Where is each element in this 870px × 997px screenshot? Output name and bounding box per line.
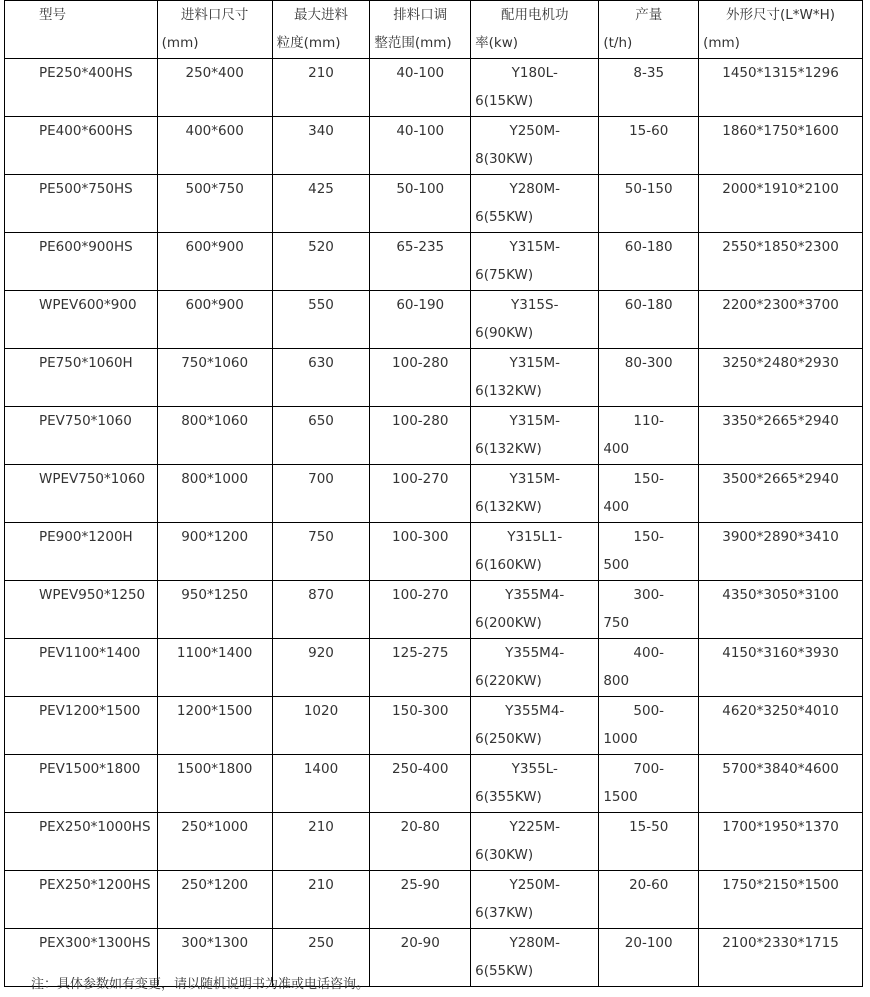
- cell-discharge-text: 100-300: [392, 529, 449, 545]
- cell-capacity-line1: 60-180: [624, 297, 673, 313]
- cell-feed-opening: [157, 175, 272, 233]
- cell-motor-power: [471, 871, 599, 929]
- cell-motor-line1: Y355M4-: [505, 703, 565, 719]
- cell-dimensions: [699, 465, 863, 523]
- cell-capacity-line1: 60-180: [624, 239, 673, 255]
- cell-dimensions-text: 3500*2665*2940: [722, 471, 839, 487]
- cell-discharge-range: [370, 349, 471, 407]
- cell-capacity-line1: 20-60: [629, 877, 669, 893]
- cell-dimensions-text: 2100*2330*1715: [722, 935, 839, 951]
- header-capacity: 产量 (t/h): [599, 1, 699, 59]
- cell-feed-text: 600*900: [185, 239, 244, 255]
- cell-motor-power: [471, 233, 599, 291]
- cell-discharge-text: 40-100: [396, 65, 445, 81]
- cell-dimensions-text: 1860*1750*1600: [722, 123, 839, 139]
- cell-model: [5, 117, 158, 175]
- cell-capacity-line1: 15-50: [629, 819, 669, 835]
- cell-model: [5, 291, 158, 349]
- cell-model: [5, 755, 158, 813]
- cell-capacity: [599, 117, 699, 175]
- cell-discharge-range: [370, 929, 471, 987]
- cell-feed-text: 1200*1500: [176, 703, 253, 719]
- cell-feed-text: 250*1200: [181, 877, 249, 893]
- cell-capacity-line1: 500-: [633, 703, 665, 719]
- cell-max-feed: [272, 233, 370, 291]
- cell-model: [5, 813, 158, 871]
- cell-capacity-line2: 800: [603, 673, 630, 689]
- cell-motor-line1: Y315S-: [510, 297, 559, 313]
- header-motor-power: 配用电机功 率(kw): [471, 1, 599, 59]
- cell-max-feed-text: 920: [308, 645, 334, 661]
- cell-dimensions-text: 4150*3160*3930: [722, 645, 839, 661]
- cell-feed-text: 600*900: [185, 297, 244, 313]
- cell-motor-line1: Y180L-: [511, 65, 558, 81]
- cell-feed-opening: [157, 233, 272, 291]
- cell-feed-opening: [157, 465, 272, 523]
- cell-feed-opening: [157, 523, 272, 581]
- cell-capacity: [599, 871, 699, 929]
- footnote: 注：具体参数如有变更，请以随机说明书为准或电话咨询。: [31, 977, 370, 992]
- table-row: [5, 523, 863, 581]
- cell-dimensions: [699, 639, 863, 697]
- cell-capacity: [599, 233, 699, 291]
- cell-max-feed: [272, 755, 370, 813]
- cell-model-text: WPEV950*1250: [39, 587, 146, 603]
- cell-motor-line2: 6(15KW): [475, 93, 534, 109]
- cell-feed-text: 250*400: [185, 65, 244, 81]
- table-row: [5, 233, 863, 291]
- cell-motor-line2: 6(132KW): [475, 499, 542, 515]
- cell-dimensions-text: 5700*3840*4600: [722, 761, 839, 777]
- cell-capacity-line2: 1500: [603, 789, 638, 805]
- cell-max-feed-text: 650: [308, 413, 334, 429]
- cell-capacity-line1: 8-35: [633, 65, 665, 81]
- cell-discharge-range: [370, 581, 471, 639]
- cell-motor-line2: 6(200KW): [475, 615, 542, 631]
- cell-capacity: [599, 523, 699, 581]
- cell-dimensions: [699, 813, 863, 871]
- cell-model-text: PE400*600HS: [39, 123, 133, 139]
- cell-motor-power: [471, 59, 599, 117]
- cell-dimensions-text: 1450*1315*1296: [722, 65, 839, 81]
- cell-max-feed: [272, 117, 370, 175]
- cell-motor-power: [471, 465, 599, 523]
- table-header: [5, 1, 863, 59]
- cell-max-feed: [272, 639, 370, 697]
- cell-capacity: [599, 581, 699, 639]
- cell-motor-line2: 6(55KW): [475, 963, 534, 979]
- cell-capacity-line2: 500: [603, 557, 630, 573]
- cell-capacity-line1: 110-: [633, 413, 665, 429]
- cell-discharge-range: [370, 117, 471, 175]
- cell-dimensions: [699, 349, 863, 407]
- header-row: [5, 1, 863, 59]
- cell-dimensions: [699, 871, 863, 929]
- cell-motor-power: [471, 755, 599, 813]
- table-row: [5, 349, 863, 407]
- cell-discharge-text: 40-100: [396, 123, 445, 139]
- cell-model: [5, 697, 158, 755]
- cell-max-feed-text: 210: [308, 877, 334, 893]
- cell-feed-opening: [157, 639, 272, 697]
- cell-capacity-line1: 20-100: [624, 935, 673, 951]
- cell-motor-line2: 6(250KW): [475, 731, 542, 747]
- cell-dimensions-text: 3900*2890*3410: [722, 529, 839, 545]
- cell-discharge-range: [370, 175, 471, 233]
- cell-dimensions: [699, 581, 863, 639]
- header-dimensions: 外形尺寸(L*W*H) (mm): [699, 1, 863, 59]
- cell-discharge-text: 60-190: [396, 297, 445, 313]
- cell-motor-power: [471, 407, 599, 465]
- cell-feed-opening: [157, 581, 272, 639]
- cell-motor-power: [471, 581, 599, 639]
- cell-capacity-line1: 300-: [633, 587, 665, 603]
- cell-feed-text: 950*1250: [181, 587, 249, 603]
- table-row: [5, 581, 863, 639]
- cell-motor-line1: Y250M-: [509, 123, 560, 139]
- cell-motor-power: [471, 175, 599, 233]
- header-max-feed: 最大进料 粒度(mm): [272, 1, 370, 59]
- table-row: [5, 871, 863, 929]
- cell-motor-line1: Y225M-: [509, 819, 560, 835]
- cell-discharge-range: [370, 233, 471, 291]
- cell-max-feed-text: 700: [308, 471, 334, 487]
- cell-max-feed: [272, 523, 370, 581]
- cell-motor-line1: Y315L1-: [507, 529, 563, 545]
- cell-motor-line2: 6(37KW): [475, 905, 534, 921]
- cell-max-feed-text: 210: [308, 819, 334, 835]
- cell-model: [5, 349, 158, 407]
- cell-model-text: PEV750*1060: [39, 413, 132, 429]
- cell-feed-text: 250*1000: [181, 819, 249, 835]
- cell-max-feed: [272, 581, 370, 639]
- cell-motor-line1: Y250M-: [509, 877, 560, 893]
- cell-motor-power: [471, 291, 599, 349]
- cell-model: [5, 523, 158, 581]
- cell-dimensions: [699, 523, 863, 581]
- cell-motor-line2: 6(90KW): [475, 325, 534, 341]
- cell-discharge-text: 65-235: [396, 239, 445, 255]
- cell-max-feed: [272, 465, 370, 523]
- spec-table: [4, 0, 863, 987]
- cell-discharge-range: [370, 291, 471, 349]
- cell-feed-text: 1100*1400: [176, 645, 253, 661]
- table-row: [5, 813, 863, 871]
- cell-dimensions: [699, 407, 863, 465]
- cell-discharge-text: 100-270: [392, 587, 449, 603]
- cell-model-text: WPEV750*1060: [39, 471, 146, 487]
- cell-capacity: [599, 755, 699, 813]
- table-row: [5, 175, 863, 233]
- cell-max-feed-text: 630: [308, 355, 334, 371]
- cell-discharge-range: [370, 407, 471, 465]
- cell-max-feed-text: 520: [308, 239, 334, 255]
- cell-feed-opening: [157, 349, 272, 407]
- cell-capacity: [599, 175, 699, 233]
- cell-motor-line2: 6(132KW): [475, 383, 542, 399]
- cell-dimensions: [699, 929, 863, 987]
- cell-motor-line1: Y280M-: [509, 181, 560, 197]
- cell-model-text: PE600*900HS: [39, 239, 133, 255]
- table-row: [5, 117, 863, 175]
- cell-discharge-text: 125-275: [392, 645, 449, 661]
- cell-motor-line2: 6(355KW): [475, 789, 542, 805]
- table-row: [5, 465, 863, 523]
- cell-motor-power: [471, 523, 599, 581]
- cell-dimensions: [699, 697, 863, 755]
- cell-model: [5, 581, 158, 639]
- cell-motor-line2: 6(55KW): [475, 209, 534, 225]
- cell-max-feed: [272, 407, 370, 465]
- cell-capacity: [599, 407, 699, 465]
- cell-discharge-text: 20-80: [400, 819, 440, 835]
- cell-motor-power: [471, 929, 599, 987]
- cell-model: [5, 465, 158, 523]
- cell-feed-text: 400*600: [185, 123, 244, 139]
- cell-feed-opening: [157, 59, 272, 117]
- table-row: [5, 639, 863, 697]
- cell-dimensions: [699, 59, 863, 117]
- cell-capacity-line1: 50-150: [624, 181, 673, 197]
- cell-capacity: [599, 291, 699, 349]
- cell-dimensions-text: 4620*3250*4010: [722, 703, 839, 719]
- cell-max-feed: [272, 697, 370, 755]
- cell-capacity-line2: 1000: [603, 731, 638, 747]
- cell-motor-power: [471, 349, 599, 407]
- cell-model-text: PEX250*1200HS: [39, 877, 151, 893]
- cell-max-feed-text: 1020: [303, 703, 339, 719]
- cell-max-feed-text: 1400: [303, 761, 339, 777]
- header-feed-opening: 进料口尺寸 (mm): [157, 1, 272, 59]
- cell-feed-opening: [157, 871, 272, 929]
- cell-motor-line1: Y315M-: [509, 413, 560, 429]
- cell-model-text: PE750*1060H: [39, 355, 133, 371]
- cell-discharge-range: [370, 523, 471, 581]
- cell-motor-line1: Y355M4-: [505, 587, 565, 603]
- cell-max-feed: [272, 291, 370, 349]
- table-row: [5, 755, 863, 813]
- cell-max-feed: [272, 175, 370, 233]
- table-row: [5, 697, 863, 755]
- cell-motor-line1: Y315M-: [509, 355, 560, 371]
- header-discharge-range: 排料口调 整范围(mm): [370, 1, 471, 59]
- cell-capacity: [599, 349, 699, 407]
- cell-motor-line1: Y280M-: [509, 935, 560, 951]
- cell-feed-text: 800*1000: [181, 471, 249, 487]
- cell-dimensions: [699, 175, 863, 233]
- cell-capacity-line2: 400: [603, 441, 630, 457]
- cell-model-text: PEV1100*1400: [39, 645, 141, 661]
- cell-discharge-text: 20-90: [400, 935, 440, 951]
- cell-capacity-line1: 150-: [633, 471, 665, 487]
- cell-dimensions-text: 3350*2665*2940: [722, 413, 839, 429]
- cell-feed-opening: [157, 755, 272, 813]
- cell-dimensions-text: 2550*1850*2300: [722, 239, 839, 255]
- cell-motor-line2: 6(75KW): [475, 267, 534, 283]
- cell-model: [5, 175, 158, 233]
- cell-model-text: PE250*400HS: [39, 65, 133, 81]
- cell-model-text: PEV1500*1800: [39, 761, 141, 777]
- cell-discharge-range: [370, 813, 471, 871]
- cell-discharge-text: 150-300: [392, 703, 449, 719]
- cell-motor-line2: 6(30KW): [475, 847, 534, 863]
- cell-feed-text: 500*750: [185, 181, 244, 197]
- cell-feed-opening: [157, 407, 272, 465]
- cell-capacity-line1: 15-60: [629, 123, 669, 139]
- cell-dimensions: [699, 755, 863, 813]
- cell-model: [5, 407, 158, 465]
- cell-feed-text: 800*1060: [181, 413, 249, 429]
- header-model: 型号: [5, 1, 158, 59]
- cell-max-feed-text: 870: [308, 587, 334, 603]
- cell-feed-text: 1500*1800: [176, 761, 253, 777]
- cell-capacity-line1: 150-: [633, 529, 665, 545]
- cell-max-feed-text: 425: [308, 181, 334, 197]
- cell-dimensions-text: 1750*2150*1500: [722, 877, 839, 893]
- cell-max-feed-text: 250: [308, 935, 334, 951]
- cell-discharge-text: 100-280: [392, 413, 449, 429]
- cell-motor-line2: 6(160KW): [475, 557, 542, 573]
- cell-discharge-range: [370, 639, 471, 697]
- cell-dimensions: [699, 233, 863, 291]
- cell-discharge-range: [370, 59, 471, 117]
- cell-max-feed: [272, 59, 370, 117]
- cell-motor-line1: Y355M4-: [505, 645, 565, 661]
- cell-discharge-text: 100-280: [392, 355, 449, 371]
- cell-max-feed: [272, 349, 370, 407]
- cell-model-text: PEX300*1300HS: [39, 935, 151, 951]
- cell-discharge-text: 250-400: [392, 761, 449, 777]
- cell-discharge-text: 50-100: [396, 181, 445, 197]
- cell-feed-text: 750*1060: [181, 355, 249, 371]
- cell-motor-line2: 6(132KW): [475, 441, 542, 457]
- cell-model-text: PEX250*1000HS: [39, 819, 151, 835]
- table-row: [5, 407, 863, 465]
- cell-feed-opening: [157, 117, 272, 175]
- cell-discharge-range: [370, 465, 471, 523]
- cell-feed-opening: [157, 291, 272, 349]
- cell-dimensions: [699, 117, 863, 175]
- cell-capacity-line1: 700-: [633, 761, 665, 777]
- cell-motor-power: [471, 813, 599, 871]
- cell-capacity: [599, 639, 699, 697]
- cell-capacity: [599, 929, 699, 987]
- cell-feed-opening: [157, 813, 272, 871]
- cell-motor-power: [471, 697, 599, 755]
- cell-motor-line1: Y315M-: [509, 239, 560, 255]
- cell-capacity: [599, 813, 699, 871]
- cell-motor-power: [471, 639, 599, 697]
- cell-discharge-range: [370, 755, 471, 813]
- cell-dimensions: [699, 291, 863, 349]
- cell-model: [5, 639, 158, 697]
- cell-feed-opening: [157, 697, 272, 755]
- cell-model: [5, 233, 158, 291]
- cell-motor-line1: Y315M-: [509, 471, 560, 487]
- cell-capacity: [599, 465, 699, 523]
- cell-motor-power: [471, 117, 599, 175]
- cell-capacity-line2: 750: [603, 615, 630, 631]
- cell-max-feed: [272, 813, 370, 871]
- cell-model-text: PEV1200*1500: [39, 703, 141, 719]
- cell-dimensions-text: 4350*3050*3100: [722, 587, 839, 603]
- cell-capacity-line1: 400-: [633, 645, 665, 661]
- table-body: [5, 59, 863, 987]
- cell-discharge-range: [370, 871, 471, 929]
- cell-dimensions-text: 2000*1910*2100: [722, 181, 839, 197]
- cell-discharge-text: 25-90: [400, 877, 440, 893]
- cell-feed-text: 300*1300: [181, 935, 249, 951]
- cell-model-text: PE900*1200H: [39, 529, 133, 545]
- cell-motor-line2: 8(30KW): [475, 151, 534, 167]
- cell-max-feed-text: 340: [308, 123, 334, 139]
- table-row: [5, 291, 863, 349]
- cell-motor-line1: Y355L-: [511, 761, 558, 777]
- cell-dimensions-text: 2200*2300*3700: [722, 297, 839, 313]
- cell-capacity-line2: 400: [603, 499, 630, 515]
- cell-max-feed-text: 550: [308, 297, 334, 313]
- cell-model-text: WPEV600*900: [39, 297, 137, 313]
- cell-max-feed-text: 210: [308, 65, 334, 81]
- cell-model: [5, 59, 158, 117]
- cell-dimensions-text: 3250*2480*2930: [722, 355, 839, 371]
- cell-model: [5, 871, 158, 929]
- cell-dimensions-text: 1700*1950*1370: [722, 819, 839, 835]
- cell-capacity: [599, 697, 699, 755]
- cell-max-feed-text: 750: [308, 529, 334, 545]
- cell-discharge-range: [370, 697, 471, 755]
- table-row: [5, 59, 863, 117]
- cell-capacity: [599, 59, 699, 117]
- cell-feed-text: 900*1200: [181, 529, 249, 545]
- cell-capacity-line1: 80-300: [624, 355, 673, 371]
- cell-max-feed: [272, 871, 370, 929]
- cell-discharge-text: 100-270: [392, 471, 449, 487]
- cell-model-text: PE500*750HS: [39, 181, 133, 197]
- cell-motor-line2: 6(220KW): [475, 673, 542, 689]
